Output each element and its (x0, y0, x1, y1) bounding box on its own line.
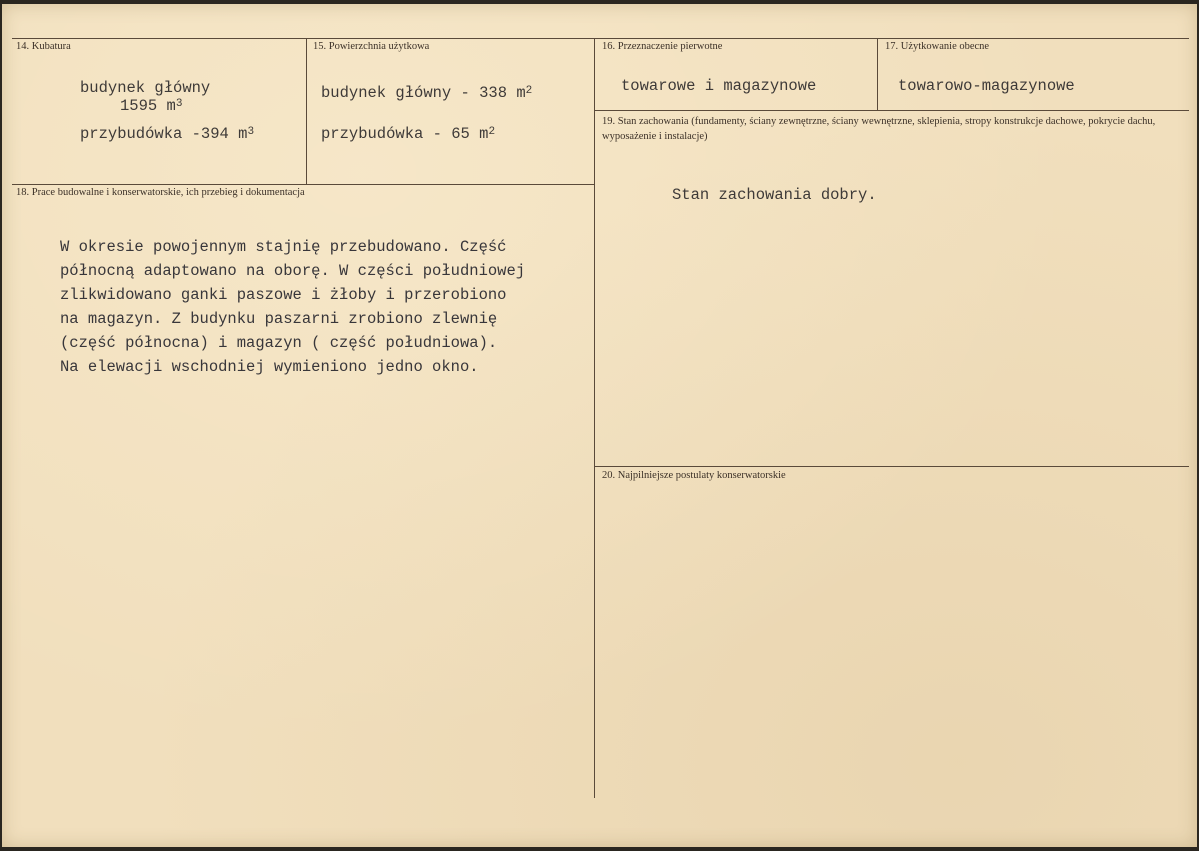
rule-under-16-17 (594, 110, 1189, 111)
przeznaczenie-value: towarowe i magazynowe (621, 77, 817, 95)
powierzchnia-annex-number: przybudówka - 65 m (321, 125, 489, 143)
divider-left-right (594, 38, 595, 798)
field-20-label: 20. Najpilniejsze postulaty konserwatorskie (602, 470, 786, 481)
prace-line: zlikwidowano ganki paszowe i żłoby i przerobiono (60, 286, 507, 304)
kubatura-main-number: 1595 m (120, 97, 176, 115)
uzytkowanie-value: towarowo-magazynowe (898, 77, 1075, 95)
field-16-label: 16. Przeznaczenie pierwotne (602, 41, 723, 52)
kubatura-main-exponent: 3 (175, 98, 183, 110)
powierzchnia-main-exponent: 2 (525, 85, 533, 97)
kubatura-main-label: budynek główny (80, 79, 211, 97)
powierzchnia-main-number: budynek główny - 338 m (321, 84, 526, 102)
field-15-label: 15. Powierzchnia użytkowa (313, 41, 430, 52)
inventory-card (2, 4, 1197, 847)
prace-line: (część północna) i magazyn ( część południowa). (60, 334, 498, 352)
prace-line: Na elewacji wschodniej wymieniono jedno okno. (60, 358, 479, 376)
prace-line: północną adaptowano na oborę. W części południowej (60, 262, 526, 280)
field-14-label: 14. Kubatura (16, 41, 71, 52)
kubatura-annex-exponent: 3 (247, 126, 255, 138)
top-rule (12, 38, 1189, 39)
divider-14-15 (306, 38, 307, 184)
kubatura-main-value (120, 97, 182, 115)
rule-under-19 (594, 466, 1189, 467)
field-17-label: 17. Użytkowanie obecne (885, 41, 990, 52)
rule-under-14-15 (12, 184, 595, 185)
prace-line: W okresie powojennym stajnię przebudowano. Część (60, 238, 507, 256)
stan-zachowania-value: Stan zachowania dobry. (672, 186, 877, 204)
kubatura-annex-number: przybudówka -394 m (80, 125, 248, 143)
powierzchnia-main-value (321, 84, 532, 102)
kubatura-annex-value (80, 125, 254, 143)
powierzchnia-annex-exponent: 2 (488, 126, 496, 138)
field-18-label: 18. Prace budowalne i konserwatorskie, ich przebieg i dokumentacja (16, 187, 305, 198)
prace-text (60, 235, 525, 379)
field-19-label: 19. Stan zachowania (fundamenty, ściany zewnętrzne, ściany wewnętrzne, sklepienia, stropy konstrukcje dachowe, pokrycie dachu, wyposażenie i instalacje) (602, 116, 1156, 142)
powierzchnia-annex-value (321, 125, 495, 143)
prace-line: na magazyn. Z budynku paszarni zrobiono zlewnię (60, 310, 498, 328)
divider-16-17 (877, 38, 878, 111)
